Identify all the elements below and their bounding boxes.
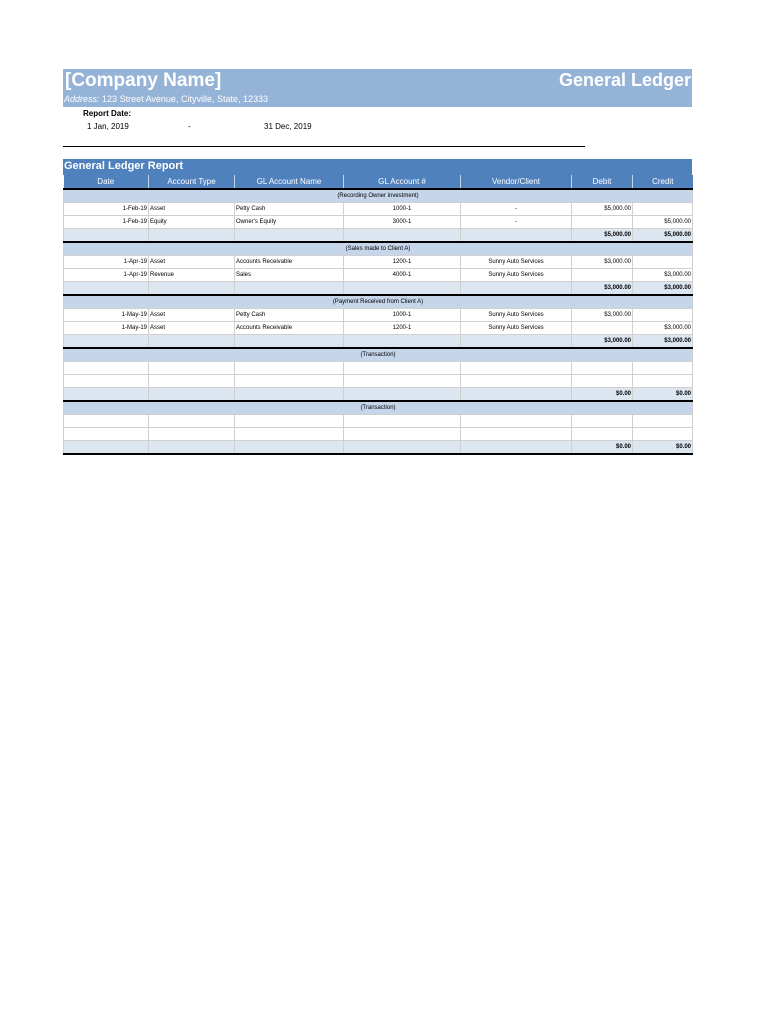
entry-account-number: 1200-1 — [344, 256, 461, 269]
entry-account-type: Equity — [149, 216, 235, 229]
table-row — [64, 269, 693, 282]
total-debit: $3,000.00 — [572, 335, 633, 349]
total-credit: $0.00 — [633, 388, 693, 402]
entry-debit — [572, 415, 633, 428]
report-title: General Ledger Report — [64, 160, 184, 172]
total-spacer-cell — [235, 229, 344, 243]
entry-date: 1-Feb-19 — [64, 216, 149, 229]
transaction-description: (Transaction) — [64, 401, 693, 415]
entry-account-number: 1000-1 — [344, 203, 461, 216]
entry-vendor-client — [461, 362, 572, 375]
entry-debit — [572, 322, 633, 335]
total-spacer-cell — [235, 335, 344, 349]
entry-credit — [633, 428, 693, 441]
entry-account-number — [344, 428, 461, 441]
table-row — [64, 322, 693, 335]
entry-account-name: Sales — [235, 269, 344, 282]
total-spacer-cell — [461, 441, 572, 455]
report-date-end: 31 Dec, 2019 — [264, 122, 312, 131]
entry-vendor-client: - — [461, 203, 572, 216]
entry-credit — [633, 415, 693, 428]
entry-debit — [572, 375, 633, 388]
total-credit: $3,000.00 — [633, 282, 693, 296]
entry-account-type — [149, 362, 235, 375]
entry-account-type — [149, 375, 235, 388]
total-spacer-cell — [149, 229, 235, 243]
total-spacer-cell — [149, 388, 235, 402]
entry-account-type: Asset — [149, 322, 235, 335]
entry-vendor-client: Sunny Auto Services — [461, 309, 572, 322]
entry-date — [64, 362, 149, 375]
table-row — [64, 362, 693, 375]
transaction-total-row — [64, 282, 693, 296]
table-row — [64, 256, 693, 269]
column-header-gl-account-name: GL Account Name — [235, 175, 344, 189]
entry-vendor-client: - — [461, 216, 572, 229]
report-title-bar — [63, 159, 692, 175]
entry-credit: $3,000.00 — [633, 269, 693, 282]
table-row — [64, 415, 693, 428]
total-debit: $0.00 — [572, 441, 633, 455]
entry-debit — [572, 362, 633, 375]
column-header-credit: Credit — [633, 175, 693, 189]
total-spacer-cell — [149, 282, 235, 296]
report-date-separator: - — [188, 122, 191, 131]
entry-credit: $3,000.00 — [633, 322, 693, 335]
entry-date: 1-May-19 — [64, 322, 149, 335]
total-spacer-cell — [64, 229, 149, 243]
transaction-description: (Recording Owner investment) — [64, 189, 693, 203]
total-debit: $0.00 — [572, 388, 633, 402]
entry-account-name: Petty Cash — [235, 203, 344, 216]
company-name: [Company Name] — [65, 70, 222, 91]
ledger-body — [64, 189, 693, 454]
column-header-vendor-client: Vendor/Client — [461, 175, 572, 189]
company-address — [64, 94, 268, 104]
entry-account-name: Accounts Receivable — [235, 256, 344, 269]
entry-date — [64, 428, 149, 441]
document-title: General Ledger — [558, 70, 691, 90]
table-row — [64, 428, 693, 441]
column-header-row — [64, 175, 693, 189]
total-spacer-cell — [235, 388, 344, 402]
entry-date — [64, 375, 149, 388]
entry-account-number: 1200-1 — [344, 322, 461, 335]
total-spacer-cell — [64, 388, 149, 402]
total-credit: $3,000.00 — [633, 335, 693, 349]
total-credit: $0.00 — [633, 441, 693, 455]
total-credit: $5,000.00 — [633, 229, 693, 243]
entry-account-name: Accounts Receivable — [235, 322, 344, 335]
report-date-label: Report Date: — [83, 109, 132, 118]
transaction-description-row — [64, 401, 693, 415]
address-label: Address: — [64, 94, 100, 104]
entry-vendor-client — [461, 415, 572, 428]
entry-account-name — [235, 375, 344, 388]
entry-credit — [633, 309, 693, 322]
entry-account-name — [235, 362, 344, 375]
transaction-total-row — [64, 441, 693, 455]
entry-credit: $5,000.00 — [633, 216, 693, 229]
transaction-description: (Transaction) — [64, 348, 693, 362]
total-spacer-cell — [235, 282, 344, 296]
transaction-total-row — [64, 388, 693, 402]
entry-account-number — [344, 362, 461, 375]
divider-line — [63, 146, 585, 147]
ledger-table — [63, 175, 693, 455]
transaction-total-row — [64, 229, 693, 243]
table-row — [64, 309, 693, 322]
entry-date: 1-Apr-19 — [64, 269, 149, 282]
entry-account-type: Asset — [149, 256, 235, 269]
total-spacer-cell — [461, 388, 572, 402]
entry-vendor-client — [461, 375, 572, 388]
transaction-description-row — [64, 348, 693, 362]
entry-date: 1-Apr-19 — [64, 256, 149, 269]
table-row — [64, 203, 693, 216]
address-value: 123 Street Avenue, Cityville, State, 12333 — [102, 94, 268, 104]
entry-account-type: Revenue — [149, 269, 235, 282]
column-header-gl-account-number: GL Account # — [344, 175, 461, 189]
transaction-description-row — [64, 295, 693, 309]
entry-account-name — [235, 415, 344, 428]
total-spacer-cell — [235, 441, 344, 455]
entry-vendor-client — [461, 428, 572, 441]
entry-date — [64, 415, 149, 428]
entry-credit — [633, 375, 693, 388]
total-spacer-cell — [344, 441, 461, 455]
transaction-description-row — [64, 242, 693, 256]
entry-account-type: Asset — [149, 203, 235, 216]
total-spacer-cell — [461, 335, 572, 349]
entry-vendor-client: Sunny Auto Services — [461, 256, 572, 269]
entry-account-name: Petty Cash — [235, 309, 344, 322]
entry-account-number: 1000-1 — [344, 309, 461, 322]
entry-account-number — [344, 415, 461, 428]
entry-vendor-client: Sunny Auto Services — [461, 322, 572, 335]
entry-account-type: Asset — [149, 309, 235, 322]
transaction-description: (Sales made to Client A) — [64, 242, 693, 256]
total-spacer-cell — [64, 335, 149, 349]
column-header-debit: Debit — [572, 175, 633, 189]
entry-credit — [633, 362, 693, 375]
entry-debit — [572, 428, 633, 441]
entry-debit — [572, 216, 633, 229]
entry-credit — [633, 203, 693, 216]
total-spacer-cell — [461, 229, 572, 243]
entry-account-type — [149, 415, 235, 428]
entry-date: 1-May-19 — [64, 309, 149, 322]
column-header-date: Date — [64, 175, 149, 189]
total-debit: $5,000.00 — [572, 229, 633, 243]
total-spacer-cell — [344, 388, 461, 402]
total-spacer-cell — [344, 229, 461, 243]
entry-debit: $5,000.00 — [572, 203, 633, 216]
entry-debit: $3,000.00 — [572, 309, 633, 322]
header-banner — [63, 69, 692, 107]
entry-account-number: 3000-1 — [344, 216, 461, 229]
report-date-start: 1 Jan, 2019 — [87, 122, 129, 131]
transaction-total-row — [64, 335, 693, 349]
entry-credit — [633, 256, 693, 269]
entry-account-type — [149, 428, 235, 441]
transaction-description: (Payment Received from Client A) — [64, 295, 693, 309]
total-spacer-cell — [64, 282, 149, 296]
entry-date: 1-Feb-19 — [64, 203, 149, 216]
entry-account-number: 4000-1 — [344, 269, 461, 282]
total-spacer-cell — [149, 441, 235, 455]
table-row — [64, 375, 693, 388]
entry-account-name: Owner's Equity — [235, 216, 344, 229]
total-spacer-cell — [344, 335, 461, 349]
entry-account-name — [235, 428, 344, 441]
entry-account-number — [344, 375, 461, 388]
column-header-account-type: Account Type — [149, 175, 235, 189]
table-row — [64, 216, 693, 229]
total-spacer-cell — [461, 282, 572, 296]
total-spacer-cell — [64, 441, 149, 455]
total-spacer-cell — [344, 282, 461, 296]
entry-vendor-client: Sunny Auto Services — [461, 269, 572, 282]
total-spacer-cell — [149, 335, 235, 349]
total-debit: $3,000.00 — [572, 282, 633, 296]
transaction-description-row — [64, 189, 693, 203]
entry-debit — [572, 269, 633, 282]
entry-debit: $3,000.00 — [572, 256, 633, 269]
